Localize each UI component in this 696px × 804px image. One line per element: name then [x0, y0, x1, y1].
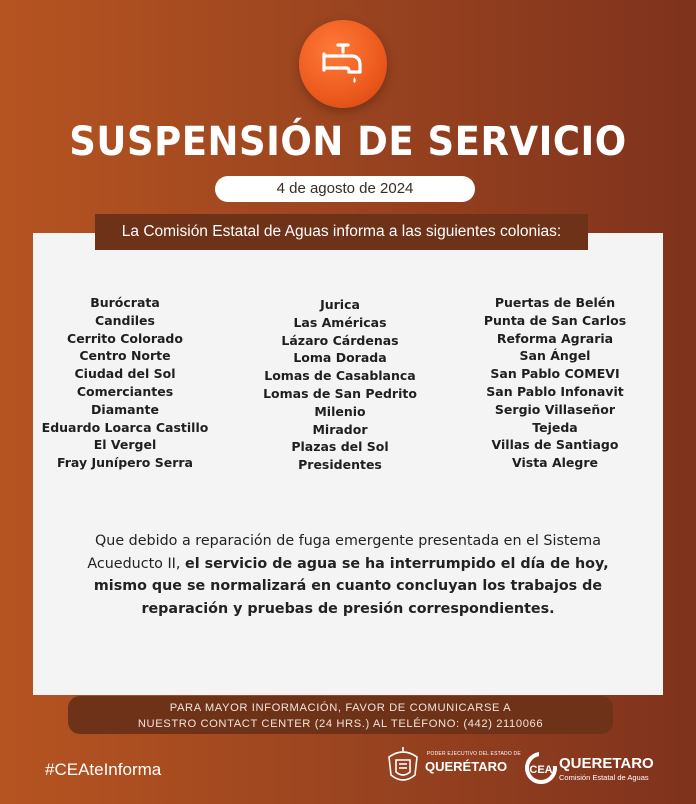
- state-logo-small-text: PODER EJECUTIVO DEL ESTADO DE: [427, 751, 521, 757]
- list-item: Milenio: [314, 403, 366, 419]
- faucet-icon: [318, 42, 368, 86]
- list-item: Loma Dorada: [293, 350, 387, 366]
- notice-bold-text: el servicio de agua se ha interrumpido el día de hoy, mismo que se normalizará en cuanto concluyan los trabajos de reparación y pruebas de presión correspondientes.: [93, 555, 609, 617]
- contact-line-1: PARA MAYOR INFORMACIÓN, FAVOR DE COMUNICARSE A: [169, 702, 512, 714]
- colonias-column-1: [40, 294, 210, 472]
- list-item: Lomas de Casablanca: [264, 368, 416, 384]
- hashtag: #CEAteInforma: [45, 760, 162, 779]
- list-item: Jurica: [320, 297, 360, 312]
- intro-banner: La Comisión Estatal de Aguas informa a las siguientes colonias:: [95, 214, 588, 250]
- list-item: Las Américas: [293, 314, 387, 330]
- list-item: Burócrata: [90, 295, 160, 310]
- list-item: Vista Alegre: [512, 455, 598, 471]
- list-item: San Pablo Infonavit: [486, 383, 624, 399]
- list-item: Diamante: [91, 401, 159, 417]
- list-item: Villas de Santiago: [491, 437, 619, 453]
- list-item: Tejeda: [532, 419, 578, 435]
- notice-paragraph: [60, 530, 636, 620]
- list-item: Cerrito Colorado: [67, 330, 183, 346]
- list-item: San Ángel: [519, 348, 591, 364]
- list-item: Reforma Agraria: [496, 330, 614, 346]
- date-badge: 4 de agosto de 2024: [215, 176, 475, 202]
- list-item: Puertas de Belén: [494, 295, 616, 310]
- list-item: Sergio Villaseñor: [494, 401, 616, 417]
- list-item: Candiles: [95, 312, 155, 328]
- list-item: Mirador: [312, 421, 368, 437]
- page-title: SUSPENSIÓN DE SERVICIO: [69, 118, 627, 165]
- list-item: Ciudad del Sol: [74, 366, 176, 382]
- cea-logo: [525, 750, 655, 786]
- cea-logo-name: QUERETARO: [559, 755, 654, 772]
- colonias-column-2: [255, 296, 425, 474]
- list-item: Lomas de San Pedrito: [263, 385, 417, 401]
- faucet-badge: [299, 20, 387, 108]
- list-item: San Pablo COMEVI: [490, 366, 620, 382]
- list-item: Comerciantes: [76, 383, 174, 399]
- svg-text:CEA: CEA: [529, 764, 553, 776]
- list-item: Eduardo Loarca Castillo: [41, 419, 209, 435]
- list-item: Presidentes: [298, 457, 382, 473]
- list-item: Plazas del Sol: [291, 439, 389, 455]
- list-item: El Vergel: [93, 437, 157, 453]
- state-government-logo: [385, 745, 521, 787]
- list-item: Fray Junípero Serra: [57, 455, 193, 471]
- contact-line-2: NUESTRO CONTACT CENTER (24 HRS.) AL TELÉFONO: (442) 2110066: [137, 718, 544, 730]
- contact-banner: [68, 696, 613, 734]
- cea-logo-subtitle: Comisión Estatal de Aguas: [559, 773, 649, 782]
- notice-plain-text: Que debido a reparación de fuga emergente presentada en el Sistema Acueducto II,: [87, 533, 601, 572]
- state-logo-name: QUERÉTARO: [425, 759, 508, 774]
- list-item: Centro Norte: [79, 348, 171, 364]
- cea-logo-icon: [525, 752, 557, 784]
- state-seal-icon: [385, 745, 421, 787]
- list-item: Lázaro Cárdenas: [281, 332, 399, 348]
- list-item: Punta de San Carlos: [483, 312, 627, 328]
- colonias-column-3: [470, 294, 640, 472]
